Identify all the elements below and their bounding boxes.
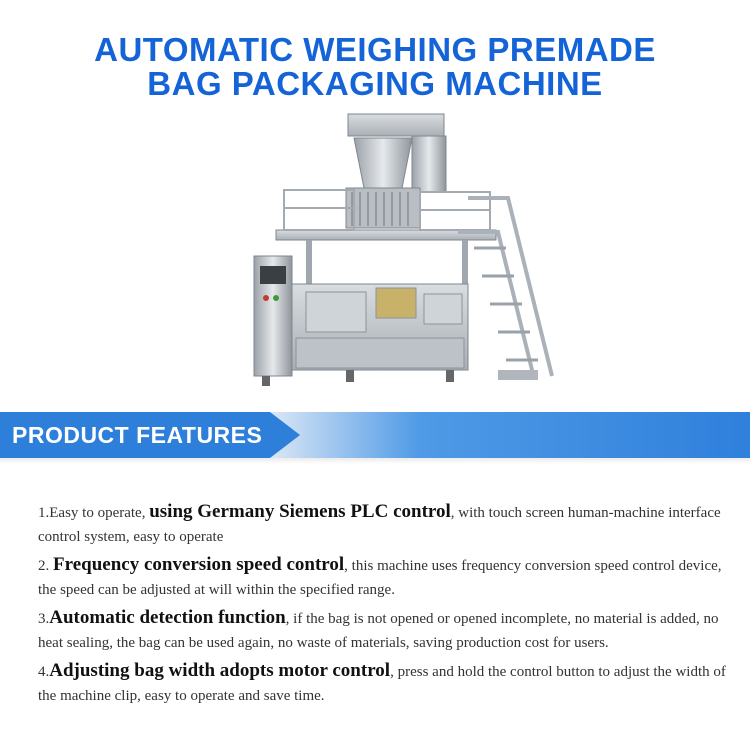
feature-list [38, 500, 728, 712]
feature-prefix: 3. [38, 611, 50, 627]
section-band-shadow [0, 458, 750, 464]
feature-text: , this machine uses frequency conversion speed control device, the speed can be adjusted at will within the specified range. [38, 558, 722, 598]
feature-item-3 [38, 606, 728, 655]
feature-prefix: 1.Easy to operate, [38, 505, 150, 521]
title-line-1: AUTOMATIC WEIGHING PREMADE [94, 31, 656, 68]
feature-text: , with touch screen human-machine interface control system, easy to operate [38, 505, 721, 545]
feature-text: , if the bag is not opened or opened incomplete, no material is added, no heat sealing, the bag can be used again, no waste of materials, saving production cost for users. [38, 611, 719, 651]
feature-item-2 [38, 553, 728, 602]
feature-item-1 [38, 500, 728, 549]
packaging-machine-image [236, 108, 556, 398]
feature-highlight: Adjusting bag width adopts motor control [49, 660, 391, 681]
section-heading: PRODUCT FEATURES [12, 422, 263, 448]
feature-prefix: 4. [38, 664, 50, 680]
title-line-2: BAG PACKAGING MACHINE [147, 65, 603, 102]
feature-text: , press and hold the control button to adjust the width of the machine clip, easy to operate and save time. [38, 664, 726, 704]
feature-prefix: 2. [38, 558, 53, 574]
feature-item-4 [38, 659, 728, 708]
feature-highlight: using Germany Siemens PLC control [149, 501, 451, 522]
feature-highlight: Frequency conversion speed control [53, 554, 345, 575]
feature-highlight: Automatic detection function [49, 607, 286, 628]
